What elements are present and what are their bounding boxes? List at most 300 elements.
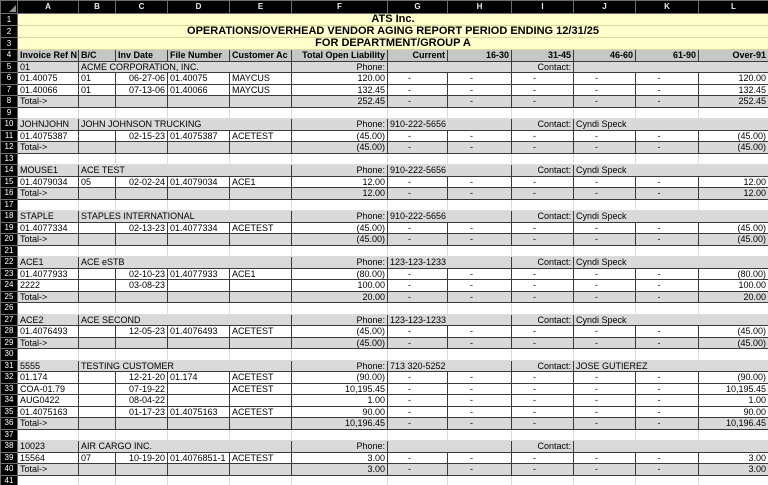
column-header-c[interactable]: C (116, 1, 168, 14)
cell-empty[interactable] (116, 142, 168, 154)
cell-blank[interactable] (292, 303, 388, 315)
cell-total-aging-31-45[interactable]: - (512, 188, 574, 200)
cell-vendor-code[interactable]: MOUSE1 (18, 165, 79, 177)
cell-blank[interactable] (448, 349, 512, 361)
cell-blank[interactable] (168, 245, 230, 257)
cell-aging-current[interactable]: - (388, 130, 448, 142)
cell-empty[interactable] (79, 142, 116, 154)
cell-open-liability[interactable]: (45.00) (292, 222, 388, 234)
row-header-20[interactable]: 20 (1, 234, 18, 246)
row-header-23[interactable]: 23 (1, 268, 18, 280)
cell-total-aging-16-30[interactable]: - (448, 464, 512, 476)
cell-aging-61-90[interactable]: - (636, 395, 699, 407)
cell-contact-name[interactable]: Cyndi Speck (574, 314, 768, 326)
cell-open-liability[interactable]: 1.00 (292, 395, 388, 407)
cell-open-liability[interactable]: 132.45 (292, 84, 388, 96)
row-header-13[interactable]: 13 (1, 153, 18, 165)
cell-aging-16-30[interactable]: - (448, 130, 512, 142)
cell-aging-current[interactable]: - (388, 280, 448, 292)
cell-total-open-liability[interactable]: 3.00 (292, 464, 388, 476)
cell-open-liability[interactable]: 10,195.45 (292, 383, 388, 395)
row-header-38[interactable]: 38 (1, 441, 18, 453)
cell-file-number[interactable]: 01.4075387 (168, 130, 230, 142)
cell-aging-61-90[interactable]: - (636, 84, 699, 96)
cell-open-liability[interactable]: 3.00 (292, 452, 388, 464)
cell-aging-61-90[interactable]: - (636, 280, 699, 292)
cell-aging-31-45[interactable]: - (512, 406, 574, 418)
cell-invoice-ref[interactable]: 01.4075387 (18, 130, 79, 142)
cell-blank[interactable] (388, 475, 448, 485)
cell-blank[interactable] (512, 153, 574, 165)
cell-blank[interactable] (230, 303, 292, 315)
header-cell-8[interactable]: 16-30 (448, 50, 512, 62)
cell-aging-16-30[interactable]: - (448, 268, 512, 280)
cell-blank[interactable] (512, 303, 574, 315)
cell-blank[interactable] (230, 475, 292, 485)
cell-customer[interactable]: ACETEST (230, 383, 292, 395)
cell-blank[interactable] (18, 153, 79, 165)
cell-blank[interactable] (636, 349, 699, 361)
cell-total-aging-31-45[interactable]: - (512, 142, 574, 154)
cell-total-over-91[interactable]: 12.00 (699, 188, 768, 200)
cell-blank[interactable] (116, 303, 168, 315)
cell-blank[interactable] (699, 245, 768, 257)
cell-invoice-ref[interactable]: 01.40075 (18, 73, 79, 85)
row-header-34[interactable]: 34 (1, 395, 18, 407)
cell-phone-number[interactable]: 910-222-5656 (388, 211, 512, 223)
cell-total-aging-current[interactable]: - (388, 418, 448, 430)
cell-aging-61-90[interactable]: - (636, 268, 699, 280)
cell-phone-number[interactable]: 910-222-5656 (388, 119, 512, 131)
cell-blank[interactable] (574, 475, 636, 485)
cell-aging-31-45[interactable]: - (512, 130, 574, 142)
row-header-22[interactable]: 22 (1, 257, 18, 269)
cell-total-label[interactable]: Total-> (18, 234, 79, 246)
cell-over-91[interactable]: 12.00 (699, 176, 768, 188)
cell-total-over-91[interactable]: (45.00) (699, 142, 768, 154)
cell-total-aging-16-30[interactable]: - (448, 96, 512, 108)
cell-bc[interactable] (79, 280, 116, 292)
cell-blank[interactable] (574, 245, 636, 257)
cell-inv-date[interactable]: 12-21-20 (116, 372, 168, 384)
cell-vendor-name[interactable]: ACME CORPORATION, INC. (79, 61, 292, 73)
cell-blank[interactable] (18, 429, 79, 441)
cell-inv-date[interactable]: 12-05-23 (116, 326, 168, 338)
cell-blank[interactable] (116, 245, 168, 257)
cell-customer[interactable] (230, 280, 292, 292)
cell-blank[interactable] (699, 475, 768, 485)
cell-total-aging-61-90[interactable]: - (636, 234, 699, 246)
cell-vendor-name[interactable]: JOHN JOHNSON TRUCKING (79, 119, 292, 131)
cell-blank[interactable] (230, 349, 292, 361)
row-header-25[interactable]: 25 (1, 291, 18, 303)
cell-total-aging-46-60[interactable]: - (574, 96, 636, 108)
cell-invoice-ref[interactable]: 2222 (18, 280, 79, 292)
cell-file-number[interactable]: 01.40075 (168, 73, 230, 85)
column-header-b[interactable]: B (79, 1, 116, 14)
cell-aging-16-30[interactable]: - (448, 280, 512, 292)
cell-blank[interactable] (699, 349, 768, 361)
row-header-17[interactable]: 17 (1, 199, 18, 211)
cell-blank[interactable] (388, 349, 448, 361)
cell-blank[interactable] (574, 107, 636, 119)
cell-aging-46-60[interactable]: - (574, 130, 636, 142)
row-header-35[interactable]: 35 (1, 406, 18, 418)
cell-blank[interactable] (79, 429, 116, 441)
row-header-14[interactable]: 14 (1, 165, 18, 177)
cell-bc[interactable] (79, 130, 116, 142)
row-header-15[interactable]: 15 (1, 176, 18, 188)
cell-invoice-ref[interactable]: 15564 (18, 452, 79, 464)
cell-contact-label[interactable]: Contact: (512, 360, 574, 372)
cell-blank[interactable] (79, 245, 116, 257)
cell-total-label[interactable]: Total-> (18, 96, 79, 108)
title-cell[interactable]: ATS Inc. (18, 14, 768, 26)
cell-blank[interactable] (116, 153, 168, 165)
cell-file-number[interactable]: 01.40066 (168, 84, 230, 96)
cell-total-aging-31-45[interactable]: - (512, 418, 574, 430)
cell-aging-31-45[interactable]: - (512, 326, 574, 338)
cell-empty[interactable] (116, 337, 168, 349)
cell-phone-number[interactable]: 123-123-1233 (388, 257, 512, 269)
cell-blank[interactable] (292, 107, 388, 119)
cell-blank[interactable] (79, 349, 116, 361)
cell-blank[interactable] (116, 199, 168, 211)
cell-blank[interactable] (636, 303, 699, 315)
row-header-4[interactable]: 4 (1, 50, 18, 62)
cell-total-aging-16-30[interactable]: - (448, 142, 512, 154)
cell-contact-label[interactable]: Contact: (512, 211, 574, 223)
column-header-l[interactable]: L (699, 1, 768, 14)
cell-empty[interactable] (230, 464, 292, 476)
cell-inv-date[interactable]: 10-19-20 (116, 452, 168, 464)
cell-aging-current[interactable]: - (388, 372, 448, 384)
row-header-32[interactable]: 32 (1, 372, 18, 384)
cell-total-aging-46-60[interactable]: - (574, 234, 636, 246)
cell-aging-46-60[interactable]: - (574, 268, 636, 280)
cell-blank[interactable] (116, 107, 168, 119)
cell-bc[interactable] (79, 383, 116, 395)
cell-blank[interactable] (388, 199, 448, 211)
cell-vendor-code[interactable]: ACE1 (18, 257, 79, 269)
row-header-26[interactable]: 26 (1, 303, 18, 315)
cell-empty[interactable] (116, 464, 168, 476)
cell-blank[interactable] (512, 475, 574, 485)
cell-phone-label[interactable]: Phone: (292, 360, 388, 372)
cell-total-aging-61-90[interactable]: - (636, 96, 699, 108)
cell-invoice-ref[interactable]: COA-01.79 (18, 383, 79, 395)
cell-blank[interactable] (79, 475, 116, 485)
cell-file-number[interactable]: 01.4076851-1 (168, 452, 230, 464)
cell-aging-current[interactable]: - (388, 176, 448, 188)
row-header-11[interactable]: 11 (1, 130, 18, 142)
row-header-7[interactable]: 7 (1, 84, 18, 96)
cell-aging-61-90[interactable]: - (636, 222, 699, 234)
cell-over-91[interactable]: 1.00 (699, 395, 768, 407)
header-cell-3[interactable]: Inv Date (116, 50, 168, 62)
row-header-21[interactable]: 21 (1, 245, 18, 257)
cell-blank[interactable] (230, 245, 292, 257)
cell-empty[interactable] (79, 418, 116, 430)
cell-contact-name[interactable]: Cyndi Speck (574, 165, 768, 177)
column-header-d[interactable]: D (168, 1, 230, 14)
cell-blank[interactable] (448, 199, 512, 211)
cell-blank[interactable] (168, 303, 230, 315)
cell-empty[interactable] (168, 464, 230, 476)
cell-contact-label[interactable]: Contact: (512, 119, 574, 131)
cell-blank[interactable] (512, 199, 574, 211)
cell-total-open-liability[interactable]: 20.00 (292, 291, 388, 303)
cell-empty[interactable] (168, 234, 230, 246)
cell-over-91[interactable]: 120.00 (699, 73, 768, 85)
cell-aging-46-60[interactable]: - (574, 280, 636, 292)
cell-contact-name[interactable] (574, 61, 768, 73)
cell-blank[interactable] (388, 429, 448, 441)
cell-empty[interactable] (168, 96, 230, 108)
cell-vendor-name[interactable]: ACE TEST (79, 165, 292, 177)
cell-contact-name[interactable]: JOSE GUTIEREZ (574, 360, 768, 372)
cell-aging-16-30[interactable]: - (448, 372, 512, 384)
cell-phone-label[interactable]: Phone: (292, 211, 388, 223)
row-header-18[interactable]: 18 (1, 211, 18, 223)
cell-empty[interactable] (116, 188, 168, 200)
cell-customer[interactable]: MAYCUS (230, 73, 292, 85)
cell-empty[interactable] (79, 464, 116, 476)
cell-blank[interactable] (116, 349, 168, 361)
cell-inv-date[interactable]: 08-04-22 (116, 395, 168, 407)
cell-empty[interactable] (116, 418, 168, 430)
cell-blank[interactable] (574, 303, 636, 315)
cell-phone-number[interactable]: 123-123-1233 (388, 314, 512, 326)
cell-file-number[interactable]: 01.4075163 (168, 406, 230, 418)
cell-inv-date[interactable]: 01-17-23 (116, 406, 168, 418)
cell-open-liability[interactable]: (80.00) (292, 268, 388, 280)
cell-file-number[interactable]: 01.4076493 (168, 326, 230, 338)
cell-contact-label[interactable]: Contact: (512, 314, 574, 326)
cell-total-label[interactable]: Total-> (18, 188, 79, 200)
cell-inv-date[interactable]: 02-10-23 (116, 268, 168, 280)
cell-total-label[interactable]: Total-> (18, 464, 79, 476)
cell-customer[interactable]: ACETEST (230, 406, 292, 418)
cell-blank[interactable] (292, 429, 388, 441)
cell-total-aging-61-90[interactable]: - (636, 464, 699, 476)
cell-phone-number[interactable] (388, 61, 512, 73)
header-cell-12[interactable]: Over-91 (699, 50, 768, 62)
cell-phone-number[interactable]: 713 320-5252 (388, 360, 512, 372)
row-header-31[interactable]: 31 (1, 360, 18, 372)
cell-aging-46-60[interactable]: - (574, 73, 636, 85)
cell-total-aging-46-60[interactable]: - (574, 418, 636, 430)
cell-blank[interactable] (574, 429, 636, 441)
cell-blank[interactable] (292, 153, 388, 165)
cell-aging-61-90[interactable]: - (636, 406, 699, 418)
row-header-10[interactable]: 10 (1, 119, 18, 131)
cell-customer[interactable] (230, 395, 292, 407)
cell-open-liability[interactable]: 120.00 (292, 73, 388, 85)
cell-empty[interactable] (79, 234, 116, 246)
cell-total-label[interactable]: Total-> (18, 142, 79, 154)
row-header-8[interactable]: 8 (1, 96, 18, 108)
cell-total-aging-61-90[interactable]: - (636, 188, 699, 200)
cell-blank[interactable] (388, 303, 448, 315)
cell-blank[interactable] (388, 107, 448, 119)
title-cell[interactable]: FOR DEPARTMENT/GROUP A (18, 38, 768, 50)
cell-bc[interactable] (79, 406, 116, 418)
cell-phone-label[interactable]: Phone: (292, 257, 388, 269)
cell-customer[interactable]: ACETEST (230, 452, 292, 464)
cell-bc[interactable]: 05 (79, 176, 116, 188)
cell-blank[interactable] (79, 199, 116, 211)
cell-empty[interactable] (116, 234, 168, 246)
row-header-2[interactable]: 2 (1, 26, 18, 38)
cell-vendor-name[interactable]: ACE eSTB (79, 257, 292, 269)
cell-total-aging-31-45[interactable]: - (512, 291, 574, 303)
cell-invoice-ref[interactable]: 01.4076493 (18, 326, 79, 338)
header-cell-6[interactable]: Total Open Liability (292, 50, 388, 62)
cell-blank[interactable] (168, 429, 230, 441)
row-header-40[interactable]: 40 (1, 464, 18, 476)
header-cell-5[interactable]: Customer Ac (230, 50, 292, 62)
cell-vendor-name[interactable]: AIR CARGO INC. (79, 441, 292, 453)
cell-aging-current[interactable]: - (388, 326, 448, 338)
cell-aging-16-30[interactable]: - (448, 326, 512, 338)
cell-empty[interactable] (168, 188, 230, 200)
cell-phone-number[interactable]: 910-222-5656 (388, 165, 512, 177)
cell-aging-61-90[interactable]: - (636, 176, 699, 188)
cell-aging-current[interactable]: - (388, 452, 448, 464)
cell-blank[interactable] (636, 475, 699, 485)
cell-empty[interactable] (116, 291, 168, 303)
cell-customer[interactable]: ACE1 (230, 268, 292, 280)
header-cell-4[interactable]: File Number (168, 50, 230, 62)
cell-aging-16-30[interactable]: - (448, 452, 512, 464)
header-cell-10[interactable]: 46-60 (574, 50, 636, 62)
cell-inv-date[interactable]: 07-13-06 (116, 84, 168, 96)
cell-blank[interactable] (699, 303, 768, 315)
cell-contact-name[interactable]: Cyndi Speck (574, 119, 768, 131)
cell-aging-16-30[interactable]: - (448, 222, 512, 234)
cell-aging-31-45[interactable]: - (512, 176, 574, 188)
cell-blank[interactable] (18, 107, 79, 119)
cell-blank[interactable] (574, 349, 636, 361)
row-header-5[interactable]: 5 (1, 61, 18, 73)
cell-phone-label[interactable]: Phone: (292, 314, 388, 326)
cell-blank[interactable] (168, 349, 230, 361)
row-header-19[interactable]: 19 (1, 222, 18, 234)
cell-open-liability[interactable]: (45.00) (292, 130, 388, 142)
cell-aging-46-60[interactable]: - (574, 222, 636, 234)
cell-blank[interactable] (116, 475, 168, 485)
cell-blank[interactable] (448, 303, 512, 315)
cell-file-number[interactable] (168, 395, 230, 407)
row-header-9[interactable]: 9 (1, 107, 18, 119)
cell-open-liability[interactable]: 12.00 (292, 176, 388, 188)
cell-blank[interactable] (79, 107, 116, 119)
cell-aging-16-30[interactable]: - (448, 395, 512, 407)
cell-phone-label[interactable]: Phone: (292, 165, 388, 177)
cell-total-label[interactable]: Total-> (18, 418, 79, 430)
cell-inv-date[interactable]: 06-27-06 (116, 73, 168, 85)
cell-empty[interactable] (168, 418, 230, 430)
cell-blank[interactable] (699, 153, 768, 165)
cell-invoice-ref[interactable]: AUG0422 (18, 395, 79, 407)
cell-vendor-name[interactable]: STAPLES INTERNATIONAL (79, 211, 292, 223)
cell-invoice-ref[interactable]: 01.174 (18, 372, 79, 384)
cell-aging-46-60[interactable]: - (574, 326, 636, 338)
cell-aging-46-60[interactable]: - (574, 406, 636, 418)
header-cell-1[interactable]: Invoice Ref N (18, 50, 79, 62)
cell-blank[interactable] (512, 107, 574, 119)
cell-vendor-code[interactable]: 01 (18, 61, 79, 73)
cell-contact-name[interactable] (574, 441, 768, 453)
cell-blank[interactable] (512, 245, 574, 257)
cell-aging-46-60[interactable]: - (574, 84, 636, 96)
cell-total-over-91[interactable]: (45.00) (699, 337, 768, 349)
cell-total-aging-46-60[interactable]: - (574, 337, 636, 349)
cell-aging-current[interactable]: - (388, 268, 448, 280)
cell-inv-date[interactable]: 07-19-22 (116, 383, 168, 395)
cell-aging-61-90[interactable]: - (636, 326, 699, 338)
cell-blank[interactable] (448, 153, 512, 165)
cell-empty[interactable] (79, 188, 116, 200)
cell-total-aging-31-45[interactable]: - (512, 96, 574, 108)
cell-customer[interactable]: MAYCUS (230, 84, 292, 96)
cell-total-aging-61-90[interactable]: - (636, 142, 699, 154)
row-header-36[interactable]: 36 (1, 418, 18, 430)
cell-vendor-name[interactable]: ACE SECOND (79, 314, 292, 326)
cell-total-aging-31-45[interactable]: - (512, 337, 574, 349)
column-header-f[interactable]: F (292, 1, 388, 14)
cell-blank[interactable] (230, 199, 292, 211)
cell-invoice-ref[interactable]: 01.4075163 (18, 406, 79, 418)
cell-blank[interactable] (636, 429, 699, 441)
cell-aging-46-60[interactable]: - (574, 383, 636, 395)
column-header-h[interactable]: H (448, 1, 512, 14)
cell-contact-label[interactable]: Contact: (512, 61, 574, 73)
cell-bc[interactable] (79, 395, 116, 407)
cell-aging-46-60[interactable]: - (574, 176, 636, 188)
cell-aging-61-90[interactable]: - (636, 73, 699, 85)
cell-aging-46-60[interactable]: - (574, 372, 636, 384)
cell-over-91[interactable]: 90.00 (699, 406, 768, 418)
cell-blank[interactable] (168, 107, 230, 119)
cell-total-aging-16-30[interactable]: - (448, 188, 512, 200)
cell-aging-31-45[interactable]: - (512, 452, 574, 464)
cell-blank[interactable] (388, 245, 448, 257)
cell-aging-16-30[interactable]: - (448, 383, 512, 395)
cell-inv-date[interactable]: 02-02-24 (116, 176, 168, 188)
cell-bc[interactable] (79, 372, 116, 384)
row-header-16[interactable]: 16 (1, 188, 18, 200)
cell-invoice-ref[interactable]: 01.4079034 (18, 176, 79, 188)
row-header-27[interactable]: 27 (1, 314, 18, 326)
cell-file-number[interactable]: 01.4077933 (168, 268, 230, 280)
cell-total-label[interactable]: Total-> (18, 291, 79, 303)
cell-blank[interactable] (230, 153, 292, 165)
cell-empty[interactable] (230, 291, 292, 303)
cell-total-aging-16-30[interactable]: - (448, 418, 512, 430)
cell-blank[interactable] (292, 349, 388, 361)
header-cell-2[interactable]: B/C (79, 50, 116, 62)
cell-blank[interactable] (230, 429, 292, 441)
cell-customer[interactable]: ACETEST (230, 130, 292, 142)
cell-total-open-liability[interactable]: (45.00) (292, 234, 388, 246)
cell-blank[interactable] (636, 153, 699, 165)
cell-over-91[interactable]: (45.00) (699, 222, 768, 234)
column-header-j[interactable]: J (574, 1, 636, 14)
cell-blank[interactable] (574, 153, 636, 165)
cell-file-number[interactable]: 01.174 (168, 372, 230, 384)
